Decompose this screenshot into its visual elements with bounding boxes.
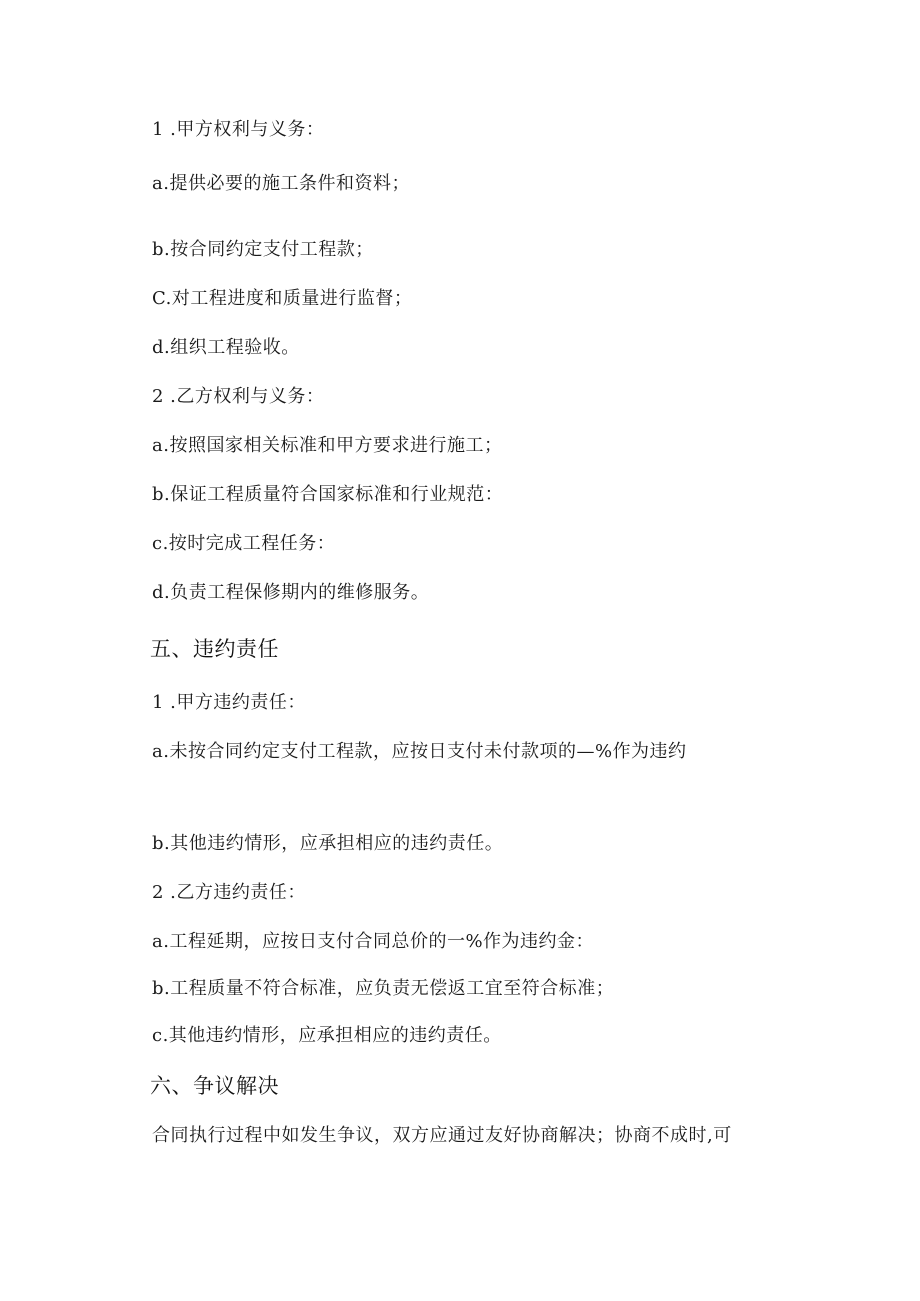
party-b-breach-item-c: c.其他违约情形，应承担相应的违约责任。	[152, 1025, 502, 1046]
party-a-rights-title: 1 .甲方权利与义务：	[152, 119, 325, 140]
party-b-item-a: a.按照国家相关标准和甲方要求进行施工；	[152, 435, 503, 456]
section-heading-dispute: 六、争议解决	[150, 1074, 279, 1098]
section-heading-breach: 五、违约责任	[150, 637, 279, 661]
party-a-breach-item-a: a.未按合同约定支付工程款，应按日支付未付款项的—%作为违约	[152, 741, 687, 762]
party-b-item-d: d.负责工程保修期内的维修服务。	[152, 582, 430, 603]
party-b-breach-title: 2 .乙方违约责任：	[152, 882, 306, 903]
party-a-item-c: C.对工程进度和质量进行监督；	[152, 288, 413, 309]
party-b-breach-item-b: b.工程质量不符合标准，应负责无偿返工宜至符合标准；	[152, 978, 615, 999]
party-a-item-b: b.按合同约定支付工程款；	[152, 239, 374, 260]
party-a-breach-item-b: b.其他违约情形，应承担相应的违约责任。	[152, 833, 504, 854]
party-b-breach-item-a: a.工程延期，应按日支付合同总价的一%作为违约金：	[152, 931, 595, 952]
party-b-item-c: c.按时完成工程任务：	[152, 533, 336, 554]
dispute-paragraph: 合同执行过程中如发生争议，双方应通过友好协商解决；协商不成时,可	[152, 1125, 732, 1146]
party-b-item-b: b.保证工程质量符合国家标准和行业规范：	[152, 484, 504, 505]
party-a-item-a: a.提供必要的施工条件和资料；	[152, 173, 410, 194]
party-b-rights-title: 2 .乙方权利与义务：	[152, 386, 325, 407]
party-a-item-d: d.组织工程验收。	[152, 337, 300, 358]
party-a-breach-title: 1 .甲方违约责任：	[152, 692, 306, 713]
